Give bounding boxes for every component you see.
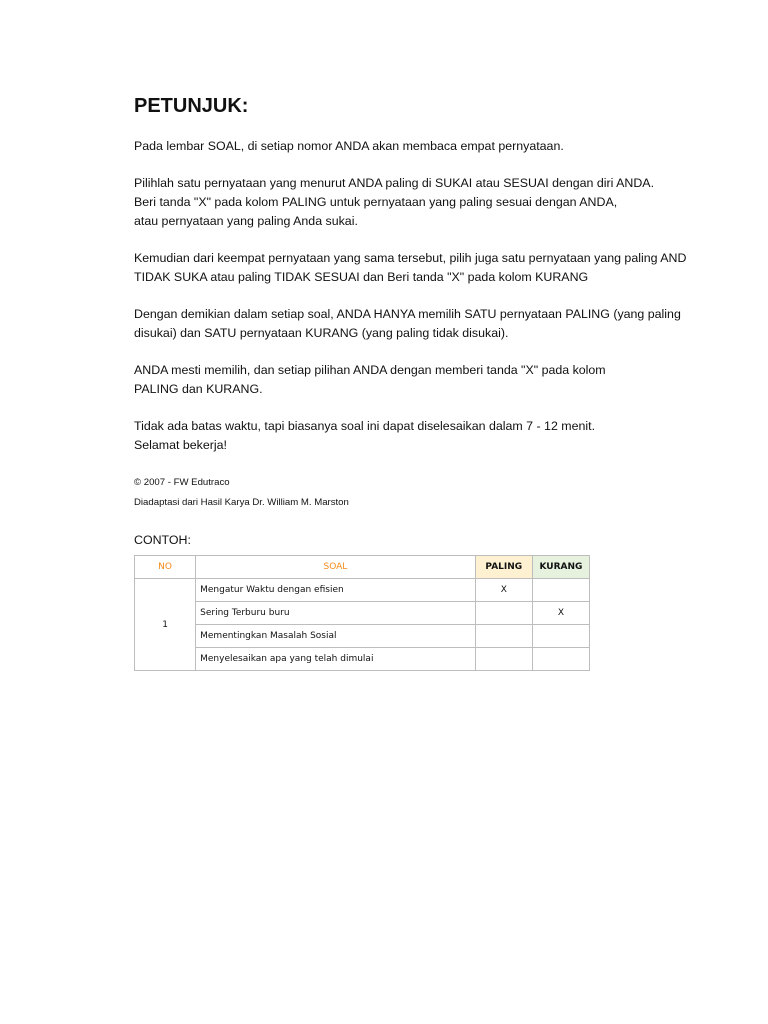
- text-line: disukai) dan SATU pernyataan KURANG (yang paling tidak disukai).: [134, 326, 509, 340]
- text-line: TIDAK SUKA atau paling TIDAK SESUAI dan Beri tanda "X" pada kolom KURANG: [134, 270, 589, 284]
- kurang-cell[interactable]: [532, 648, 589, 671]
- table-row: [135, 648, 590, 671]
- table-row: [135, 625, 590, 648]
- instruction-paragraph-4: [134, 305, 694, 343]
- example-table: [134, 555, 590, 671]
- header-no: NO: [135, 556, 196, 579]
- text-line: PALING dan KURANG.: [134, 382, 263, 396]
- text-line: Pada lembar SOAL, di setiap nomor ANDA akan membaca empat pernyataan.: [134, 139, 564, 153]
- text-line: Pilihlah satu pernyataan yang menurut ANDA paling di SUKAI atau SESUAI dengan diri ANDA.: [134, 176, 655, 190]
- statement-cell: Mengatur Waktu dengan efisien: [196, 579, 476, 602]
- statement-cell: Sering Terburu buru: [196, 602, 476, 625]
- kurang-cell[interactable]: X: [532, 602, 589, 625]
- header-paling: PALING: [475, 556, 532, 579]
- text-line: Tidak ada batas waktu, tapi biasanya soal ini dapat diselesaikan dalam 7 - 12 menit.: [134, 419, 596, 433]
- instruction-paragraph-2: [134, 174, 694, 231]
- paling-cell[interactable]: X: [475, 579, 532, 602]
- table-row: [135, 602, 590, 625]
- instruction-paragraph-5: [134, 361, 694, 399]
- copyright-note: © 2007 - FW Edutraco: [134, 477, 230, 488]
- statement-cell: Menyelesaikan apa yang telah dimulai: [196, 648, 476, 671]
- text-line: Kemudian dari keempat pernyataan yang sama tersebut, pilih juga satu pernyataan yang paling AND: [134, 251, 687, 265]
- paling-cell[interactable]: [475, 625, 532, 648]
- statement-cell: Mementingkan Masalah Sosial: [196, 625, 476, 648]
- instruction-page: [134, 92, 694, 671]
- header-kurang: KURANG: [532, 556, 589, 579]
- kurang-cell[interactable]: [532, 579, 589, 602]
- kurang-cell[interactable]: [532, 625, 589, 648]
- text-line: Dengan demikian dalam setiap soal, ANDA HANYA memilih SATU pernyataan PALING (yang paling: [134, 307, 681, 321]
- text-line: Selamat bekerja!: [134, 438, 227, 452]
- header-soal: SOAL: [196, 556, 476, 579]
- paling-cell[interactable]: [475, 648, 532, 671]
- question-number: 1: [135, 579, 196, 671]
- text-line: ANDA mesti memilih, dan setiap pilihan ANDA dengan memberi tanda "X" pada kolom: [134, 363, 606, 377]
- text-line: Beri tanda "X" pada kolom PALING untuk pernyataan yang paling sesuai dengan ANDA,: [134, 195, 618, 209]
- instruction-paragraph-3: [134, 249, 694, 287]
- page-title: PETUNJUK:: [134, 95, 249, 117]
- example-label: CONTOH:: [134, 533, 191, 547]
- instruction-paragraph-6: [134, 417, 694, 455]
- table-header-row: [135, 556, 590, 579]
- text-line: atau pernyataan yang paling Anda sukai.: [134, 214, 358, 228]
- paling-cell[interactable]: [475, 602, 532, 625]
- instruction-paragraph-1: [134, 137, 694, 156]
- table-row: [135, 579, 590, 602]
- adaptation-note: Diadaptasi dari Hasil Karya Dr. William M. Marston: [134, 497, 349, 508]
